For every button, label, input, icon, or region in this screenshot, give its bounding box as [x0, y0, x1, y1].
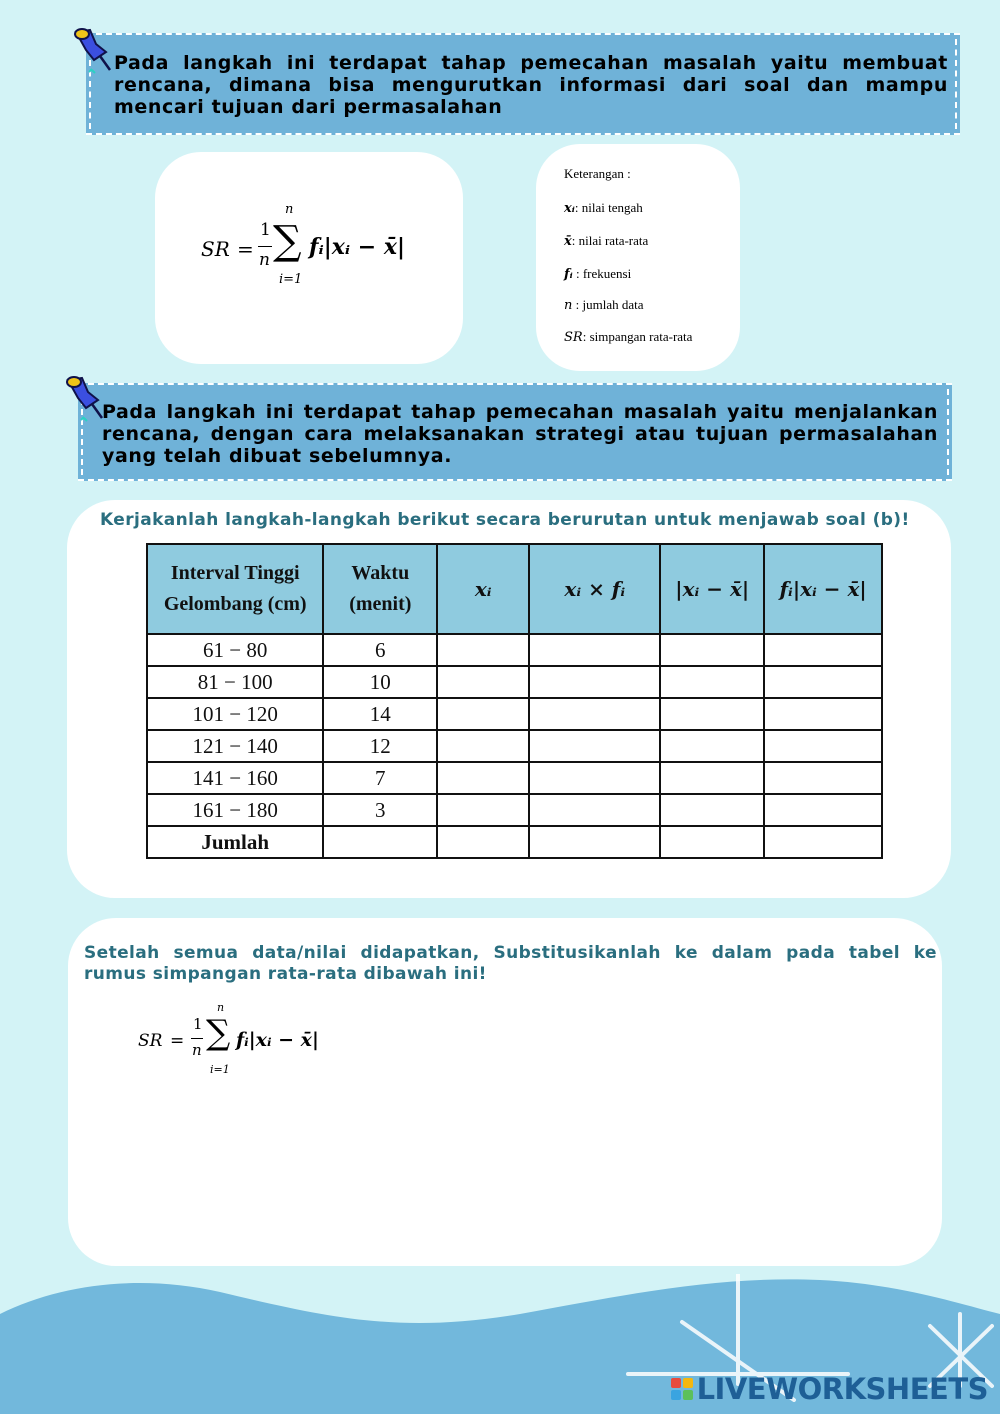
header-xi: xᵢ — [437, 544, 529, 634]
table-row — [147, 634, 882, 666]
total-abs-dev-input-cell[interactable] — [660, 826, 764, 858]
brand-text: LIVEWORKSHEETS — [696, 1372, 988, 1406]
interval-cell: 61 − 80 — [147, 634, 323, 666]
execute-step-text: Pada langkah ini terdapat tahap pemecahan masalah yaitu menjalankan rencana, dengan cara melaksanakan strategi atau tujuan permasalahan yang telah dibuat sebelumnya. — [102, 401, 938, 467]
interval-cell: 161 − 180 — [147, 794, 323, 826]
header-waktu: Waktu (menit) — [323, 544, 437, 634]
table-row — [147, 794, 882, 826]
waktu-cell: 12 — [323, 730, 437, 762]
formula-substitution — [138, 1001, 378, 1085]
formula-lhs: SR — [201, 237, 230, 261]
legend-item: SR: simpangan rata-rata — [564, 329, 693, 345]
header-fi-abs-deviation: fᵢ|xᵢ − x̄| — [764, 544, 882, 634]
xi-input-cell[interactable] — [437, 730, 529, 762]
xi-input-cell[interactable] — [437, 762, 529, 794]
fi-abs-dev-input-cell[interactable] — [764, 666, 882, 698]
sigma-symbol: ∑ — [206, 1013, 231, 1053]
fi-abs-dev-input-cell[interactable] — [764, 762, 882, 794]
xi-fi-input-cell[interactable] — [529, 634, 660, 666]
header-interval: Interval Tinggi Gelombang (cm) — [147, 544, 323, 634]
header-abs-deviation: |xᵢ − x̄| — [660, 544, 764, 634]
table-header-row — [147, 544, 882, 634]
fi-abs-dev-input-cell[interactable] — [764, 698, 882, 730]
brand-mark-icon — [671, 1378, 693, 1400]
sigma-symbol: ∑ — [273, 218, 302, 264]
table-row — [147, 698, 882, 730]
formula-card — [155, 152, 463, 364]
abs-dev-input-cell[interactable] — [660, 666, 764, 698]
total-xi-fi-input-cell[interactable] — [529, 826, 660, 858]
total-label: Jumlah — [147, 826, 323, 858]
plan-step-text: Pada langkah ini terdapat tahap pemecahan masalah yaitu membuat rencana, dimana bisa mengurutkan informasi dari soal dan mampu mencari tujuan dari permasalahan — [114, 52, 948, 118]
pushpin-icon — [70, 26, 114, 76]
header-xi-times-fi: xᵢ × fᵢ — [529, 544, 660, 634]
legend-item: n : jumlah data — [564, 297, 644, 313]
waktu-cell: 14 — [323, 698, 437, 730]
xi-input-cell[interactable] — [437, 794, 529, 826]
formula-denominator: n — [192, 1041, 202, 1059]
fi-abs-dev-input-cell[interactable] — [764, 634, 882, 666]
table-row — [147, 666, 882, 698]
fraction-bar — [191, 1038, 203, 1039]
pushpin-icon — [62, 374, 106, 424]
xi-fi-input-cell[interactable] — [529, 666, 660, 698]
formula-lhs: SR — [138, 1031, 163, 1051]
legend-item: xᵢ: nilai tengah — [564, 200, 643, 216]
waktu-cell: 7 — [323, 762, 437, 794]
abs-dev-input-cell[interactable] — [660, 730, 764, 762]
substitute-text: Setelah semua data/nilai didapatkan, Substitusikanlah ke dalam pada tabel ke rumus simpangan rata-rata dibawah ini! — [84, 943, 937, 984]
formula-equals: = — [237, 237, 254, 261]
answer-area[interactable] — [100, 1100, 910, 1240]
total-waktu-input-cell[interactable] — [323, 826, 437, 858]
sum-upper-limit: n — [285, 202, 294, 217]
xi-input-cell[interactable] — [437, 666, 529, 698]
execute-step-note — [78, 383, 952, 481]
xi-fi-input-cell[interactable] — [529, 698, 660, 730]
total-fi-abs-dev-input-cell[interactable] — [764, 826, 882, 858]
legend-item: x̄: nilai rata-rata — [564, 233, 649, 249]
sum-upper-limit: n — [217, 1001, 225, 1014]
interval-cell: 81 − 100 — [147, 666, 323, 698]
xi-fi-input-cell[interactable] — [529, 730, 660, 762]
total-xi-input-cell[interactable] — [437, 826, 529, 858]
abs-dev-input-cell[interactable] — [660, 634, 764, 666]
sum-lower-limit: i=1 — [279, 272, 303, 287]
formula-numerator: 1 — [260, 220, 271, 240]
frequency-table — [146, 543, 883, 859]
liveworksheets-logo — [671, 1372, 988, 1406]
instruction-text: Kerjakanlah langkah-langkah berikut secara berurutan untuk menjawab soal (b)! — [100, 510, 910, 530]
waktu-cell: 3 — [323, 794, 437, 826]
formula — [201, 202, 441, 296]
formula-body: fᵢ|xᵢ − x̄| — [309, 234, 405, 260]
fraction-bar — [258, 246, 272, 247]
abs-dev-input-cell[interactable] — [660, 698, 764, 730]
plan-step-note — [86, 33, 960, 135]
legend-item: fᵢ : frekuensi — [564, 266, 632, 282]
formula-equals: = — [170, 1031, 185, 1051]
interval-cell: 141 − 160 — [147, 762, 323, 794]
abs-dev-input-cell[interactable] — [660, 762, 764, 794]
waktu-cell: 10 — [323, 666, 437, 698]
interval-cell: 101 − 120 — [147, 698, 323, 730]
waktu-cell: 6 — [323, 634, 437, 666]
formula-numerator: 1 — [193, 1015, 203, 1033]
xi-fi-input-cell[interactable] — [529, 794, 660, 826]
table-total-row — [147, 826, 882, 858]
formula-body: fᵢ|xᵢ − x̄| — [236, 1029, 319, 1051]
xi-input-cell[interactable] — [437, 634, 529, 666]
sum-lower-limit: i=1 — [210, 1063, 230, 1076]
table-row — [147, 762, 882, 794]
xi-fi-input-cell[interactable] — [529, 762, 660, 794]
interval-cell: 121 − 140 — [147, 730, 323, 762]
legend-title: Keterangan : — [564, 166, 631, 181]
fi-abs-dev-input-cell[interactable] — [764, 794, 882, 826]
fi-abs-dev-input-cell[interactable] — [764, 730, 882, 762]
xi-input-cell[interactable] — [437, 698, 529, 730]
abs-dev-input-cell[interactable] — [660, 794, 764, 826]
formula-denominator: n — [259, 250, 270, 270]
legend-card — [536, 144, 740, 371]
table-row — [147, 730, 882, 762]
